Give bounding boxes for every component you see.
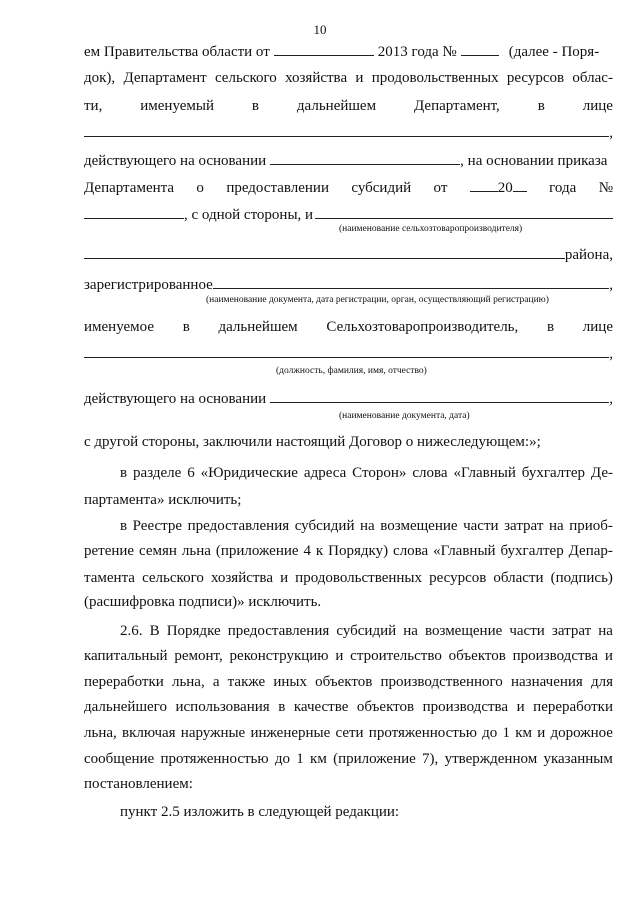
text-fragment: , с одной стороны, и: [184, 207, 314, 223]
word: в: [251, 98, 260, 114]
line-3: [84, 97, 613, 115]
word: затрат: [504, 518, 544, 534]
word: и: [537, 725, 546, 741]
blank-field: [84, 122, 609, 137]
word: на: [403, 623, 418, 639]
word: Департамент,: [414, 98, 500, 114]
word: продовольственных: [371, 70, 499, 86]
word: переработки: [84, 674, 164, 690]
word: инженерные: [250, 725, 331, 741]
word: тамента: [84, 570, 135, 586]
word: капитальный: [84, 648, 168, 664]
text-fragment: ,: [609, 277, 613, 293]
text-fragment: ем Правительства области от: [84, 44, 270, 60]
word: 1: [502, 725, 510, 741]
text-fragment: действующего на основании: [84, 391, 267, 407]
word: продовольственных: [295, 570, 423, 586]
line-8: [84, 244, 613, 264]
word: (приложение: [215, 543, 299, 559]
word: облас-: [572, 70, 613, 86]
blank-field: [270, 150, 460, 165]
blank-field: [274, 41, 374, 56]
text-fragment: ,: [609, 125, 613, 141]
line-9: [84, 274, 613, 294]
word: ретение: [84, 543, 135, 559]
caption-producer-name: (наименование сельхозтоваропроизводителя): [339, 224, 523, 234]
word: затрат: [551, 623, 592, 639]
text-fragment: Департамента: [84, 180, 175, 196]
word: объектов: [448, 648, 506, 664]
word: Порядку): [328, 543, 389, 559]
word: 6: [187, 465, 195, 481]
word: Сельхозтоваропроизводитель,: [326, 319, 519, 335]
word: ресурсов: [429, 570, 487, 586]
word: строительство: [350, 648, 442, 664]
word: Сторон»: [352, 465, 407, 481]
word: разделе: [133, 465, 182, 481]
word: протяженностью: [368, 725, 477, 741]
line-25: [84, 750, 613, 768]
line-21: [84, 647, 613, 665]
word: бухгалтер: [500, 543, 564, 559]
word: на: [598, 623, 613, 639]
word: льна,: [84, 725, 117, 741]
word: возмещение: [425, 623, 503, 639]
word: сети: [335, 725, 364, 741]
text-fragment: 20: [497, 180, 513, 196]
word: лице: [582, 98, 613, 114]
line-18: [84, 569, 613, 587]
word: «Юридические: [200, 465, 298, 481]
word: в: [182, 319, 190, 335]
text-fragment: от: [433, 180, 448, 196]
word: Порядке: [166, 623, 221, 639]
word: предоставления: [187, 518, 290, 534]
word: реконструкцию: [229, 648, 329, 664]
word: субсидий: [336, 623, 397, 639]
line-11: [84, 343, 613, 363]
line-13: с другой стороны, заключили настоящий Договор о нижеследующем:»;: [84, 434, 541, 450]
word: утвержденном: [444, 751, 538, 767]
blank-field: [270, 388, 609, 403]
word: хозяйства: [285, 70, 348, 86]
word: а: [212, 674, 220, 690]
line-27: пункт 2.5 изложить в следующей редакции:: [120, 804, 400, 820]
word: производства: [512, 648, 599, 664]
line-23: [84, 698, 613, 716]
word: дальнейшего: [84, 699, 167, 715]
line-1: [84, 41, 613, 61]
text-fragment: действующего на основании: [84, 153, 267, 169]
word: Реестре: [132, 518, 183, 534]
word: протяженностью: [160, 751, 269, 767]
line-15: партамента» исключить;: [84, 492, 242, 508]
text-fragment: ,: [609, 346, 613, 362]
word: хозяйства: [210, 570, 273, 586]
year-field: [470, 177, 527, 197]
text-fragment: №: [598, 180, 613, 196]
word: иных: [273, 674, 307, 690]
word: возмещение: [380, 518, 458, 534]
text-fragment: ,: [609, 391, 613, 407]
word: в: [537, 98, 545, 114]
word: льна,: [171, 674, 205, 690]
caption-registration: (наименование документа, дата регистрации, орган, осуществляющий регистрацию): [206, 295, 549, 305]
word: на: [360, 518, 375, 534]
word: Депар-: [568, 543, 613, 559]
line-4: [84, 122, 613, 142]
word: также: [227, 674, 266, 690]
word: и: [355, 70, 364, 86]
word: дальнейшем: [296, 98, 377, 114]
text-fragment: 2013 года №: [377, 44, 457, 60]
word: сельского: [142, 570, 204, 586]
word: и: [280, 570, 289, 586]
word: наружные: [180, 725, 246, 741]
word: 7),: [422, 751, 439, 767]
text-fragment: (далее - Поря-: [508, 44, 600, 60]
word: (приложение: [333, 751, 416, 767]
blank-field: [84, 204, 184, 219]
text-fragment: предоставлении: [226, 180, 329, 196]
blank-field: [461, 41, 499, 56]
blank-field: [513, 177, 527, 192]
word: на: [548, 518, 564, 534]
line-24: [84, 724, 613, 742]
word: области: [493, 570, 544, 586]
line-7: [84, 204, 613, 224]
line-2: [84, 69, 613, 87]
line-19: (расшифровка подписи)» исключить.: [84, 594, 322, 610]
word: к: [315, 543, 324, 559]
word: в: [278, 699, 286, 715]
word: дорожное: [550, 725, 613, 741]
word: семян: [139, 543, 177, 559]
word: в: [120, 465, 128, 481]
word: ти,: [84, 98, 103, 114]
blank-field: [84, 244, 565, 259]
word: именуемое: [84, 319, 154, 335]
word: качестве: [293, 699, 349, 715]
word: льна: [181, 543, 211, 559]
word: переработки: [533, 699, 613, 715]
word: до: [274, 751, 290, 767]
word: производства: [422, 699, 509, 715]
line-16: [120, 517, 613, 535]
word: (подпись): [550, 570, 613, 586]
word: указанным: [543, 751, 613, 767]
word: «Главный: [433, 543, 496, 559]
blank-field: [315, 204, 613, 219]
word: и: [604, 648, 613, 664]
line-14: [120, 464, 613, 482]
caption-document-date: (наименование документа, дата): [339, 411, 470, 421]
word: адреса: [303, 465, 347, 481]
blank-field: [470, 177, 498, 192]
word: назначения: [510, 674, 583, 690]
line-12: [84, 388, 613, 408]
word: 2.6.: [120, 623, 143, 639]
word: ресурсов: [506, 70, 565, 86]
line-20: [120, 622, 613, 640]
word: части: [509, 623, 545, 639]
text-fragment: субсидий: [351, 180, 412, 196]
word: использования: [175, 699, 270, 715]
word: ремонт,: [174, 648, 223, 664]
word: предоставления: [227, 623, 330, 639]
word: объектов: [315, 674, 373, 690]
word: включая: [121, 725, 176, 741]
caption-position-name: (должность, фамилия, имя, отчество): [276, 366, 427, 376]
word: в: [546, 319, 555, 335]
blank-field: [213, 274, 609, 289]
word: объектов: [356, 699, 415, 715]
word: км: [310, 751, 327, 767]
line-5: [84, 150, 613, 170]
text-fragment: зарегистрированное: [84, 277, 213, 293]
word: именуемый: [140, 98, 215, 114]
word: сообщение: [84, 751, 155, 767]
word: Департамент: [123, 70, 207, 86]
word: 1: [296, 751, 304, 767]
word: бухгалтер: [521, 465, 585, 481]
word: Де-: [590, 465, 613, 481]
word: км: [515, 725, 532, 741]
word: приоб-: [569, 518, 613, 534]
text-fragment: о: [196, 180, 204, 196]
word: В: [149, 623, 160, 639]
word: лице: [582, 319, 613, 335]
line-10: [84, 318, 613, 336]
line-17: [84, 542, 613, 560]
word: производственного: [380, 674, 503, 690]
blank-field: [84, 343, 609, 358]
word: слова: [412, 465, 448, 481]
word: «Главный: [453, 465, 516, 481]
word: до: [482, 725, 498, 741]
word: и: [335, 648, 344, 664]
line-26: постановлением:: [84, 776, 193, 792]
line-22: [84, 673, 613, 691]
text-fragment: года: [549, 180, 577, 196]
word: сельского: [214, 70, 277, 86]
word: для: [590, 674, 613, 690]
word: части: [463, 518, 499, 534]
word: 4: [303, 543, 311, 559]
page-number: 10: [313, 22, 327, 37]
text-fragment: района,: [564, 247, 613, 263]
line-6: [84, 177, 613, 197]
text-fragment: , на основании приказа: [460, 153, 608, 169]
word: в: [120, 518, 128, 534]
word: слова: [393, 543, 429, 559]
word: дальнейшем: [218, 319, 298, 335]
word: док),: [84, 70, 116, 86]
word: субсидий: [294, 518, 355, 534]
word: и: [516, 699, 525, 715]
